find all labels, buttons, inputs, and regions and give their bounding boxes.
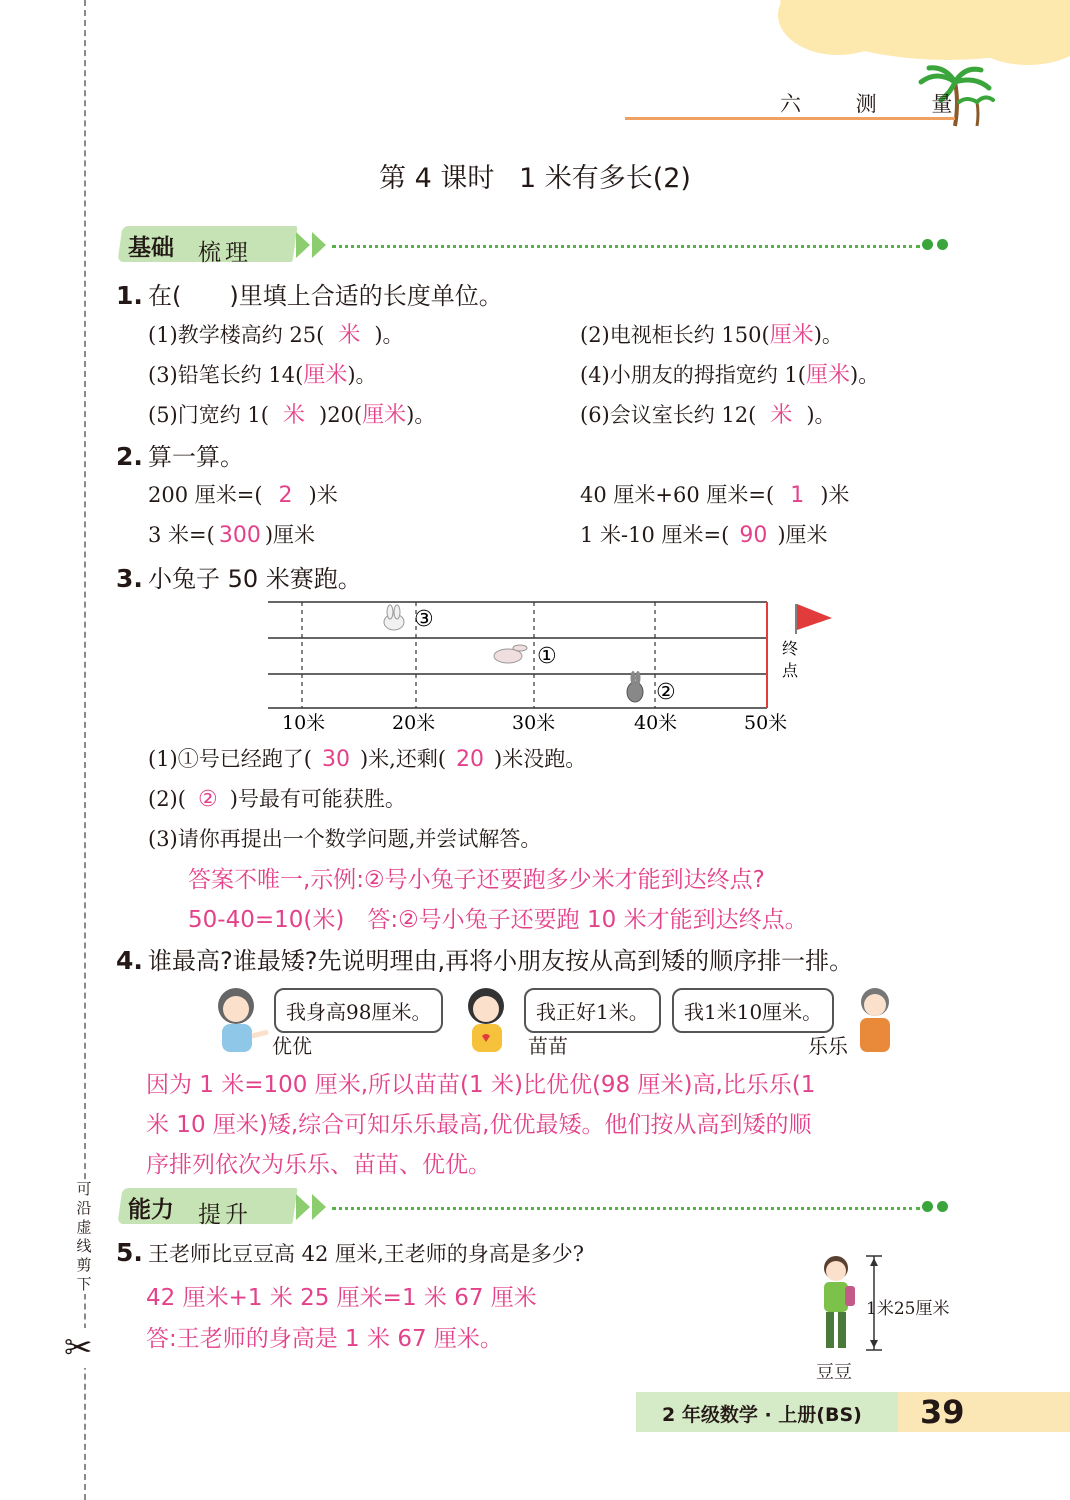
runner-label: ③ (414, 607, 434, 632)
tick-label: 10米 (282, 712, 326, 734)
arrow-icon (312, 1194, 326, 1220)
arrow-icon (312, 232, 326, 258)
boy-lele-illustration (850, 984, 900, 1054)
q1-item-3: (3)铅笔长约 14(厘米)。 (148, 363, 377, 388)
q3-sub-2: (2)( ② )号最有可能获胜。 (148, 787, 406, 812)
speech-bubble-lele: 我1米10厘米。 (672, 988, 834, 1033)
runner-label: ② (656, 680, 676, 705)
rabbit-icon (627, 671, 643, 702)
q3-answer-line-2: 50-40=10(米) 答:②号小兔子还要跑 10 米才能到达终点。 (188, 907, 808, 933)
q2-item-3: 3 米=( 300 )厘米 (148, 523, 316, 548)
speech-bubble-miaomiao: 我正好1米。 (524, 988, 661, 1033)
q2-item-1: 200 厘米=( 2 )米 (148, 483, 338, 508)
arrow-icon (296, 232, 310, 258)
tick-label: 20米 (392, 712, 436, 734)
question-4: 4. 谁最高?谁最矮?先说明理由,再将小朋友按从高到矮的顺序排一排。 (116, 946, 854, 975)
finish-label-char-2: 点 (782, 661, 799, 680)
runner-label: ① (537, 644, 557, 669)
flag-icon (797, 604, 832, 630)
q2-item-4: 1 米-10 厘米=( 90 )厘米 (580, 523, 828, 548)
dot-icon (937, 239, 948, 250)
height-label: 1米25厘米 (866, 1299, 950, 1319)
cut-instruction: 可沿虚线剪下 (74, 1180, 94, 1294)
book-title: 2 年级数学 · 上册(BS) (662, 1404, 862, 1426)
section-advanced-bar (120, 1188, 960, 1228)
tick-label: 50米 (744, 712, 788, 734)
q2-item-2: 40 厘米+60 厘米=( 1 )米 (580, 483, 850, 508)
q5-answer-line-2: 答:王老师的身高是 1 米 67 厘米。 (146, 1326, 503, 1352)
kid-name-doudou: 豆豆 (816, 1362, 852, 1383)
lesson-name: 1 米有多长(2) (518, 163, 691, 194)
page-number: 39 (920, 1393, 965, 1431)
question-5: 5. 王老师比豆豆高 42 厘米,王老师的身高是多少? (116, 1238, 585, 1267)
section-basics-bar (120, 226, 960, 266)
section-tag-main: 能力 (128, 1197, 174, 1223)
dot-icon (922, 239, 933, 250)
girl-youyou-illustration (206, 984, 276, 1054)
dot-icon (922, 1201, 933, 1212)
rabbit-icon (384, 605, 404, 630)
tick-label: 40米 (634, 712, 678, 734)
lesson-title (0, 156, 1070, 195)
q4-answer-line-3: 序排列依次为乐乐、苗苗、优优。 (146, 1152, 491, 1178)
kid-name-miaomiao: 苗苗 (528, 1034, 568, 1058)
chapter-title: 六 测 量 (780, 92, 977, 116)
section-tag-main: 基础 (128, 235, 174, 261)
q1-item-1: (1)教学楼高约 25( 米 )。 (148, 323, 404, 348)
girl-miaomiao-illustration (456, 984, 526, 1054)
section-tag-sub: 提升 (198, 1202, 252, 1228)
finish-label-char-1: 终 (782, 639, 799, 658)
q1-item-6: (6)会议室长约 12( 米 )。 (580, 403, 836, 428)
q3-sub-3: (3)请你再提出一个数学问题,并尝试解答。 (148, 827, 542, 851)
section-tag-sub: 梳理 (198, 240, 252, 266)
q1-item-5: (5)门宽约 1( 米 )20(厘米)。 (148, 403, 436, 428)
cloud-decoration (748, 0, 1070, 250)
tick-label: 30米 (512, 712, 556, 734)
arrow-icon (296, 1194, 310, 1220)
dot-icon (937, 1201, 948, 1212)
speech-bubble-youyou: 我身高98厘米。 (274, 988, 443, 1033)
q4-answer-line-2: 米 10 厘米)矮,综合可知乐乐最高,优优最矮。他们按从高到矮的顺 (146, 1112, 812, 1138)
dotted-rule (332, 1207, 920, 1210)
q4-answer-line-1: 因为 1 米=100 厘米,所以苗苗(1 米)比优优(98 厘米)高,比乐乐(1 (146, 1072, 816, 1098)
kid-name-youyou: 优优 (272, 1034, 312, 1058)
dotted-rule (332, 245, 920, 248)
q3-sub-1: (1)①号已经跑了( 30 )米,还剩( 20 )米没跑。 (148, 747, 587, 772)
kid-name-lele: 乐乐 (808, 1034, 848, 1058)
q3-answer-line-1: 答案不唯一,示例:②号小兔子还要跑多少米才能到达终点? (188, 867, 765, 893)
q5-answer-line-1: 42 厘米+1 米 25 厘米=1 米 67 厘米 (146, 1285, 537, 1311)
scissors-icon: ✂ (64, 1328, 93, 1368)
lesson-number: 第 4 课时 (379, 163, 495, 194)
q1-item-2: (2)电视柜长约 150(厘米)。 (580, 323, 843, 348)
rabbit-icon (494, 645, 527, 663)
question-3: 3. 小兔子 50 米赛跑。 (116, 564, 362, 593)
header-rule (625, 117, 955, 120)
question-1: 1. 在( )里填上合适的长度单位。 (116, 281, 503, 310)
question-2: 2. 算一算。 (116, 442, 244, 471)
race-track-diagram (262, 598, 842, 736)
q1-item-4: (4)小朋友的拇指宽约 1(厘米)。 (580, 363, 880, 388)
